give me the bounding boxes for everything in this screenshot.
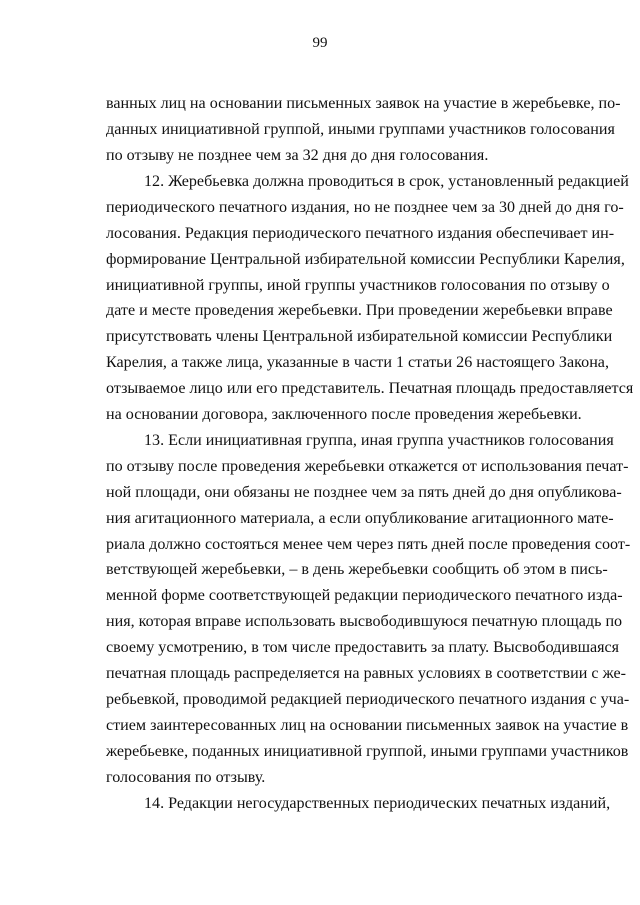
- text-line: лосования. Редакция периодического печатного издания обеспечивает ин-: [106, 224, 615, 242]
- text-line: на основании договора, заключенного после проведения жеребьевки.: [106, 406, 582, 424]
- text-line: стием заинтересованных лиц на основании письменных заявок на участие в: [106, 716, 629, 734]
- text-line: ребьевкой, проводимой редакцией периодического печатного издания с уча-: [106, 690, 630, 708]
- text-line: данных инициативной группой, иными группами участников голосования: [106, 120, 615, 138]
- text-line: формирование Центральной избирательной комиссии Республики Карелия,: [106, 250, 625, 268]
- paragraph-14: [106, 791, 611, 817]
- text-line: по отзыву не позднее чем за 32 дня до дня голосования.: [106, 146, 489, 164]
- text-line: своему усмотрению, в том числе предоставить за плату. Высвободившаяся: [106, 639, 620, 657]
- text-line: печатная площадь распределяется на равных условиях в соответствии с же-: [106, 665, 626, 683]
- text-line: присутствовать члены Центральной избирательной комиссии Республики: [106, 328, 613, 346]
- text-line: по отзыву после проведения жеребьевки откажется от использования печат-: [106, 457, 629, 475]
- text-line: Карелия, а также лица, указанные в части 1 статьи 26 настоящего Закона,: [106, 354, 609, 372]
- paragraph-13: [106, 428, 631, 790]
- text-line: ветствующей жеребьевки, – в день жеребьевки сообщить об этом в пись-: [106, 561, 608, 579]
- text-line: дате и месте проведения жеребьевки. При проведении жеребьевки вправе: [106, 302, 613, 320]
- text-line: ванных лиц на основании письменных заявок на участие в жеребьевке, по-: [106, 95, 621, 112]
- text-line: 14. Редакции негосударственных периодических печатных изданий,: [144, 795, 611, 812]
- text-line: 13. Если инициативная группа, иная группа участников голосования: [144, 432, 614, 449]
- text-line: отзываемое лицо или его представитель. Печатная площадь предоставляется: [106, 380, 634, 398]
- text-line: менной форме соответствующей редакции периодического печатного изда-: [106, 587, 623, 605]
- text-line: ния, которая вправе использовать высвободившуюся печатную площадь по: [106, 613, 623, 631]
- text-line: риала должно состояться менее чем через пять дней после проведения соот-: [106, 535, 631, 553]
- paragraph-12: [106, 169, 634, 428]
- text-line: ной площади, они обязаны не позднее чем за пять дней до дня опубликова-: [106, 483, 622, 501]
- text-line: ния агитационного материала, а если опубликование агитационного мате-: [106, 509, 614, 527]
- text-line: жеребьевке, поданных инициативной группой, иными группами участников: [106, 742, 629, 760]
- text-line: периодического печатного издания, но не позднее чем за 30 дней до дня го-: [106, 198, 624, 216]
- page-number: 99: [312, 35, 328, 51]
- text-line: инициативной группы, иной группы участников голосования по отзыву о: [106, 276, 610, 294]
- text-line: 12. Жеребьевка должна проводиться в срок, установленный редакцией: [144, 173, 629, 190]
- text-line: голосования по отзыву.: [106, 768, 266, 786]
- paragraph-11-continuation: [106, 91, 621, 169]
